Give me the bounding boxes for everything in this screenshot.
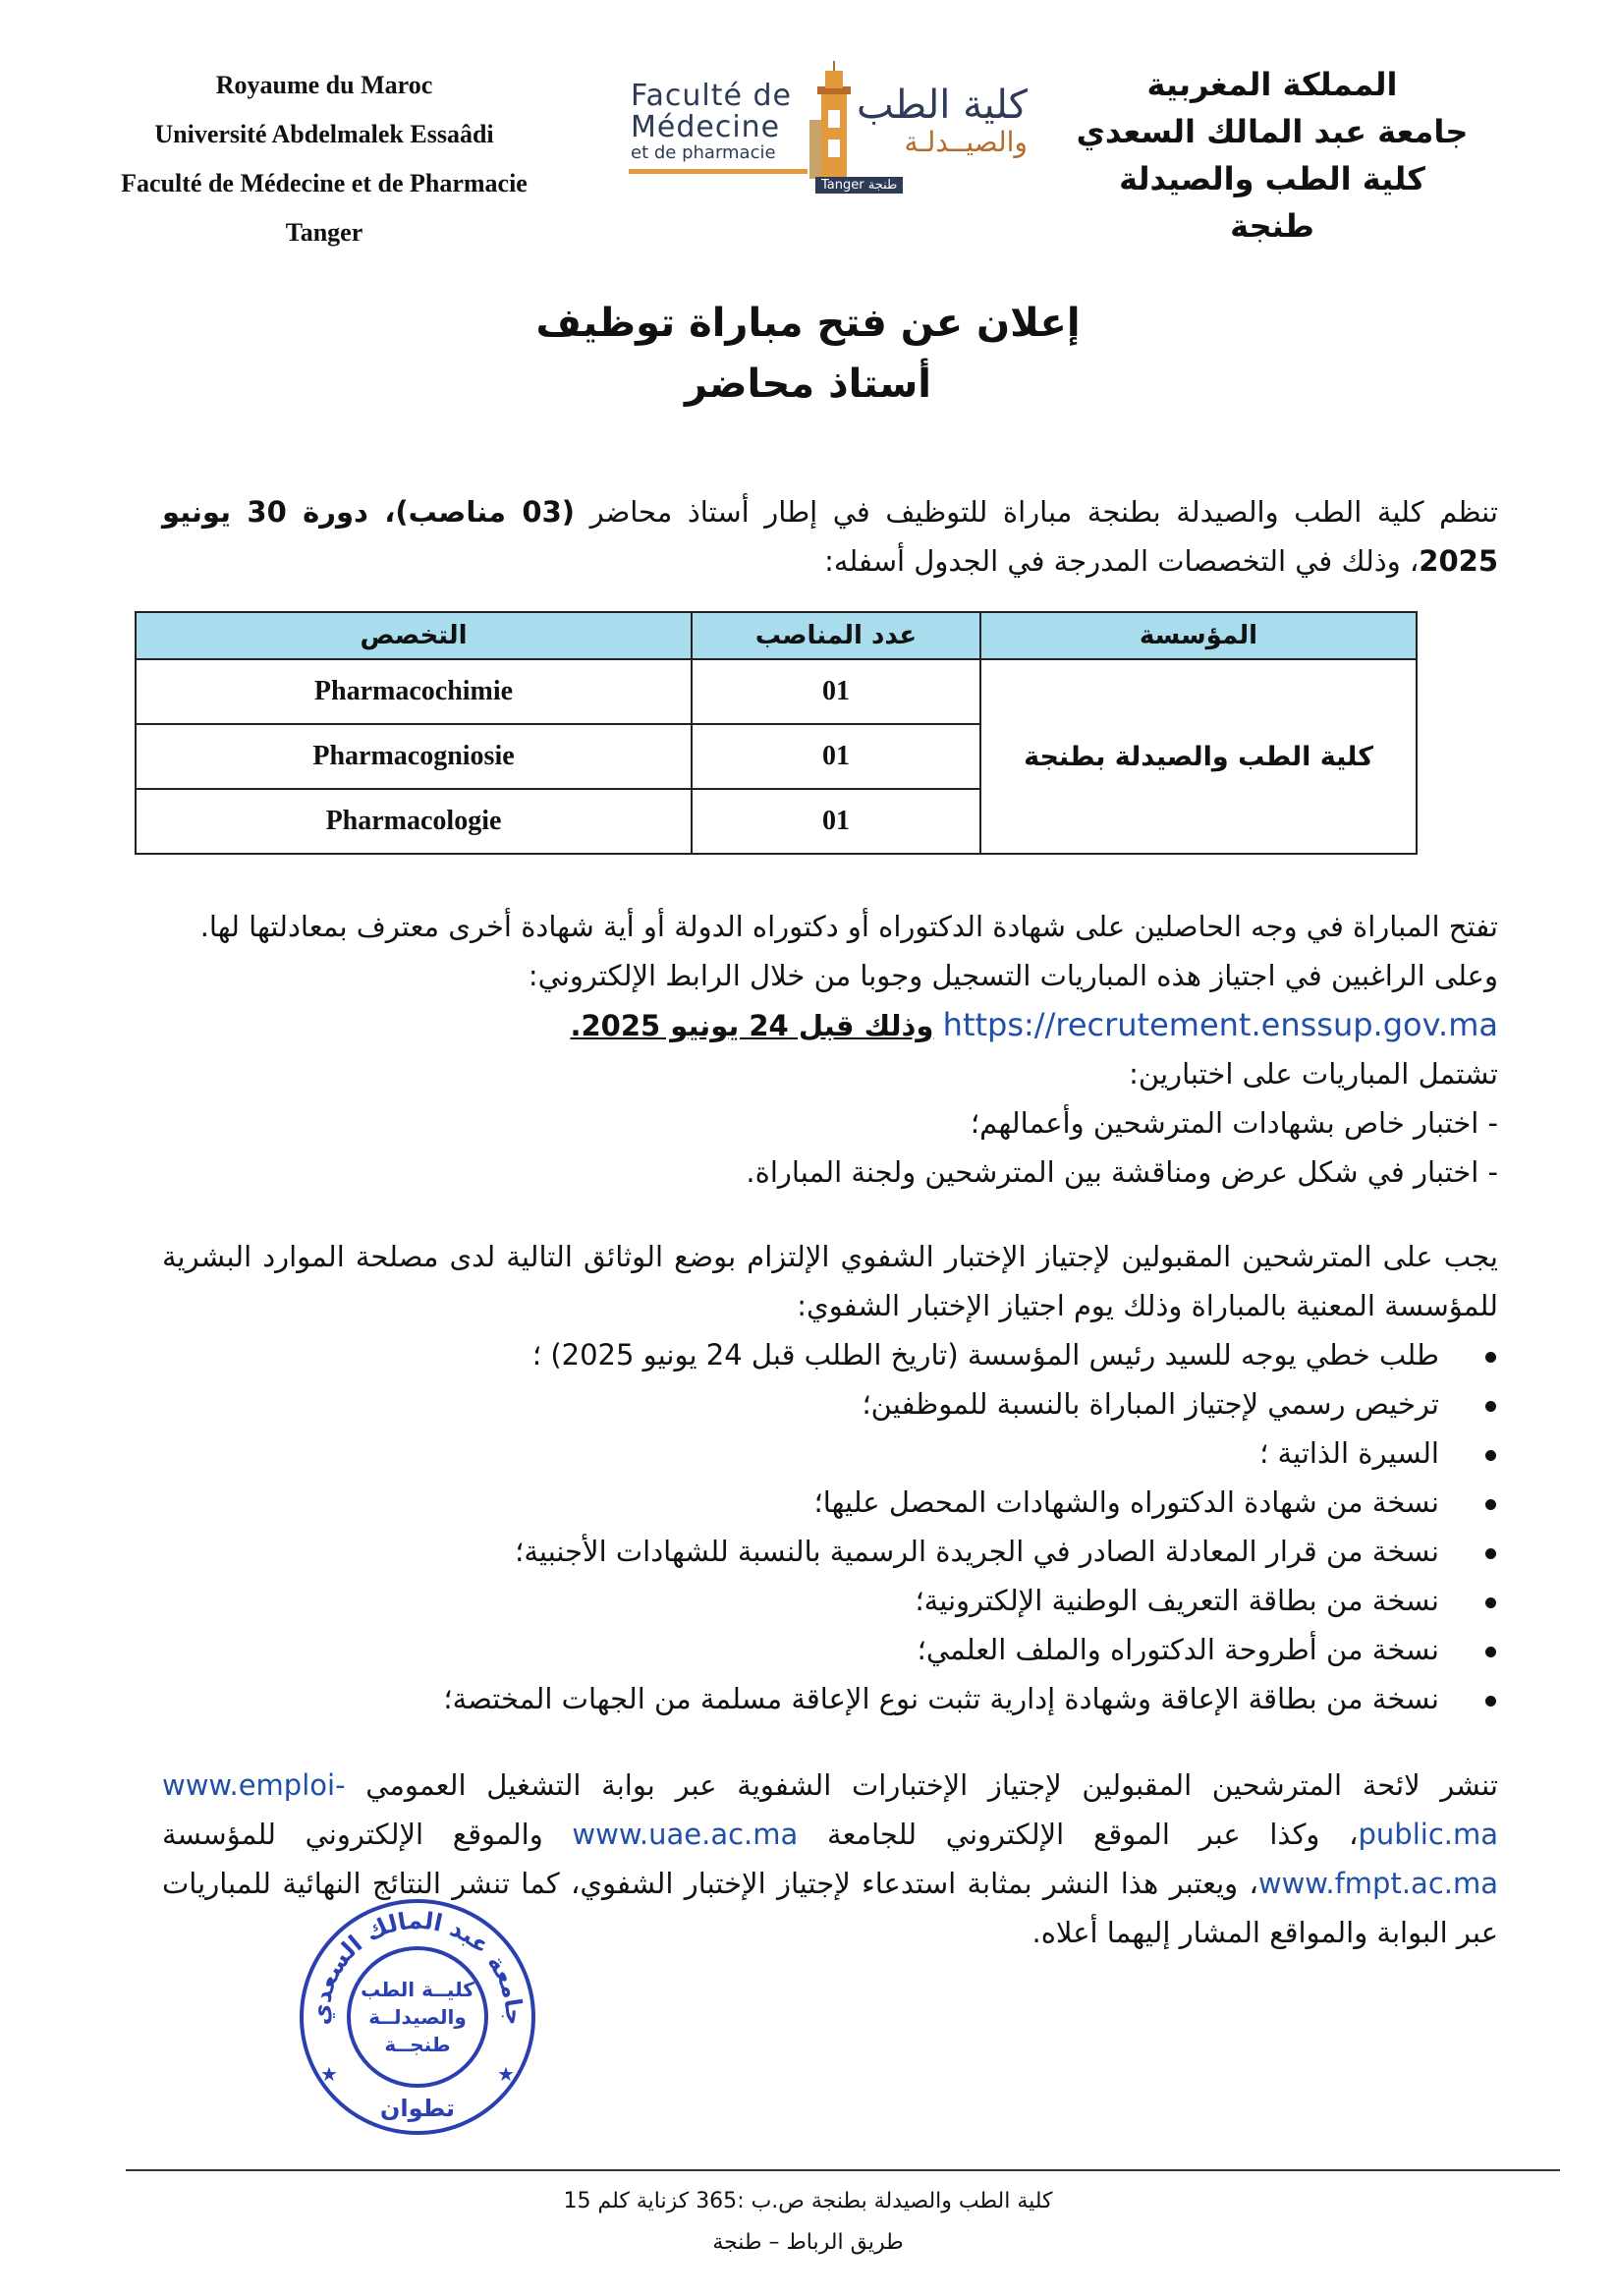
logo-fr-line3: et de pharmacie bbox=[631, 142, 776, 163]
documents-intro: يجب على المترشحين المقبولين لإجتياز الإختبار الشفوي الإلتزام بوضع الوثائق التالية لدى مصلحة الموارد البشرية للمؤسسة المعنية بالمباراة وذلك يوم اجتياز الإختبار الشفوي: bbox=[162, 1240, 1498, 1322]
documents-section bbox=[162, 1232, 1498, 1723]
announcement-title: إعلان عن فتح مباراة توظيف bbox=[535, 301, 1081, 346]
stamp-bottom-text: تطوان bbox=[379, 2095, 456, 2122]
header-fr-line: Tanger bbox=[285, 218, 363, 247]
list-item: نسخة من بطاقة التعريف الوطنية الإلكترونية؛ bbox=[162, 1576, 1498, 1625]
registration-link[interactable]: https://recrutement.enssup.gov.ma bbox=[942, 1006, 1498, 1043]
tests-intro: تشتمل المباريات على اختبارين: bbox=[1129, 1057, 1498, 1091]
count-cell: 01 bbox=[692, 659, 980, 724]
footer-divider bbox=[126, 2169, 1560, 2171]
header-arabic bbox=[1017, 61, 1528, 250]
list-item: - اختبار في شكل عرض ومناقشة بين المترشحين ولجنة المباراة. bbox=[162, 1148, 1498, 1197]
stamp-ring-text: جامعة عبد المالك السعدي bbox=[306, 1906, 529, 2026]
tests-section bbox=[162, 1049, 1498, 1197]
column-header-specialty: التخصص bbox=[136, 612, 692, 659]
tests-list bbox=[162, 1098, 1498, 1197]
header-fr-line: Université Abdelmalek Essaâdi bbox=[154, 120, 494, 148]
stamp-center-line: والصيدلــة bbox=[368, 2005, 467, 2029]
stamp-center-line: كليــة الطب bbox=[361, 1978, 474, 2001]
logo-fr-line1: Faculté de bbox=[631, 79, 792, 113]
logo-arabic-text bbox=[857, 83, 1028, 157]
documents-list bbox=[162, 1330, 1498, 1723]
intro-highlight: (03 مناصب)، دورة 30 يونيو 2025 bbox=[162, 495, 1498, 578]
footer-address-line: كلية الطب والصيدلة بطنجة ص.ب :365 كزناية كلم 15 bbox=[563, 2189, 1053, 2213]
header-fr-line: Royaume du Maroc bbox=[215, 71, 433, 99]
logo-city-label: Tanger طنجة bbox=[815, 177, 903, 194]
stamp-center-line: طنجــة bbox=[384, 2033, 451, 2056]
faculty-link[interactable]: www.fmpt.ac.ma bbox=[1257, 1867, 1498, 1900]
logo-ar-line1: كلية الطب bbox=[857, 83, 1028, 128]
minaret-icon bbox=[804, 61, 863, 184]
table-header-row bbox=[136, 612, 1417, 659]
count-cell: 01 bbox=[692, 789, 980, 854]
count-cell: 01 bbox=[692, 724, 980, 789]
list-item: طلب خطي يوجه للسيد رئيس المؤسسة (تاريخ الطلب قبل 24 يونيو 2025) ؛ bbox=[162, 1330, 1498, 1379]
list-item: السيرة الذاتية ؛ bbox=[162, 1428, 1498, 1478]
eligibility-line: تفتح المباراة في وجه الحاصلين على شهادة الدكتوراه أو دكتوراه الدولة أو أية شهادة أخرى معترف بمعادلتها لها. bbox=[199, 910, 1498, 943]
deadline-text: وذلك قبل 24 يونيو 2025. bbox=[570, 1009, 934, 1042]
list-item: نسخة من شهادة الدكتوراه والشهادات المحصل عليها؛ bbox=[162, 1478, 1498, 1527]
faculty-logo bbox=[629, 61, 1041, 208]
list-item: نسخة من أطروحة الدكتوراه والملف العلمي؛ bbox=[162, 1625, 1498, 1674]
publication-text: والموقع الإلكتروني للمؤسسة bbox=[162, 1818, 573, 1851]
logo-accent-bar bbox=[629, 169, 808, 174]
university-link[interactable]: www.uae.ac.ma bbox=[572, 1818, 799, 1851]
logo-ar-line2: والصيــدلـة bbox=[904, 126, 1028, 158]
star-icon: ★ bbox=[320, 2062, 338, 2086]
specialty-cell: Pharmacogniosie bbox=[136, 724, 692, 789]
publication-text: ، ويعتبر هذا النشر بمثابة استدعاء لإجتياز الإختبار الشفوي، كما تنشر النتائج النهائية للمباريات عبر البوابة والمواقع المشار إليهما أعلاه. bbox=[162, 1867, 1498, 1949]
list-item: - اختبار خاص بشهادات المترشحين وأعمالهم؛ bbox=[162, 1098, 1498, 1148]
registration-line bbox=[162, 1000, 1498, 1050]
header-fr-line: Faculté de Médecine et de Pharmacie bbox=[121, 169, 528, 197]
footer-address-line: طريق الرباط – طنجة bbox=[712, 2230, 904, 2255]
list-item: نسخة من قرار المعادلة الصادر في الجريدة الرسمية بالنسبة للشهادات الأجنبية؛ bbox=[162, 1527, 1498, 1576]
institution-cell: كلية الطب والصيدلة بطنجة bbox=[980, 659, 1417, 854]
column-header-count: عدد المناصب bbox=[692, 612, 980, 659]
intro-text: تنظم كلية الطب والصيدلة بطنجة مباراة للتوظيف في إطار أستاذ محاضر bbox=[575, 495, 1499, 529]
announcement-subtitle: أستاذ محاضر bbox=[685, 362, 931, 407]
header-ar-line: جامعة عبد المالك السعدي bbox=[1076, 113, 1469, 150]
positions-table bbox=[135, 611, 1418, 855]
eligibility-line: وعلى الراغبين في اجتياز هذه المباريات التسجيل وجوبا من خلال الرابط الإلكتروني: bbox=[528, 959, 1498, 992]
official-stamp bbox=[295, 1894, 540, 2140]
star-icon: ★ bbox=[497, 2062, 515, 2086]
list-item: ترخيص رسمي لإجتياز المباراة بالنسبة للموظفين؛ bbox=[162, 1379, 1498, 1428]
header-ar-line: المملكة المغربية bbox=[1146, 66, 1398, 103]
specialty-cell: Pharmacologie bbox=[136, 789, 692, 854]
logo-french-text bbox=[631, 81, 792, 163]
table-row bbox=[136, 659, 1417, 724]
column-header-institution: المؤسسة bbox=[980, 612, 1417, 659]
header-french bbox=[39, 61, 609, 257]
logo-fr-line2: Médecine bbox=[631, 110, 781, 144]
list-item: نسخة من بطاقة الإعاقة وشهادة إدارية تثبت نوع الإعاقة مسلمة من الجهات المختصة؛ bbox=[162, 1674, 1498, 1723]
intro-paragraph bbox=[162, 487, 1498, 586]
eligibility-paragraph bbox=[162, 902, 1498, 1050]
header-ar-line: كلية الطب والصيدلة bbox=[1119, 160, 1425, 197]
publication-text: تنشر لائحة المترشحين المقبولين لإجتياز الإختبارات الشفوية عبر بوابة التشغيل العمومي bbox=[345, 1768, 1498, 1802]
header-ar-line: طنجة bbox=[1230, 207, 1314, 245]
specialty-cell: Pharmacochimie bbox=[136, 659, 692, 724]
publication-text: ، وكذا عبر الموقع الإلكتروني للجامعة bbox=[798, 1818, 1359, 1851]
intro-text: ، وذلك في التخصصات المدرجة في الجدول أسفله: bbox=[824, 544, 1420, 578]
emploi-public-link[interactable]: www.emploi-public.ma bbox=[162, 1768, 1499, 1851]
